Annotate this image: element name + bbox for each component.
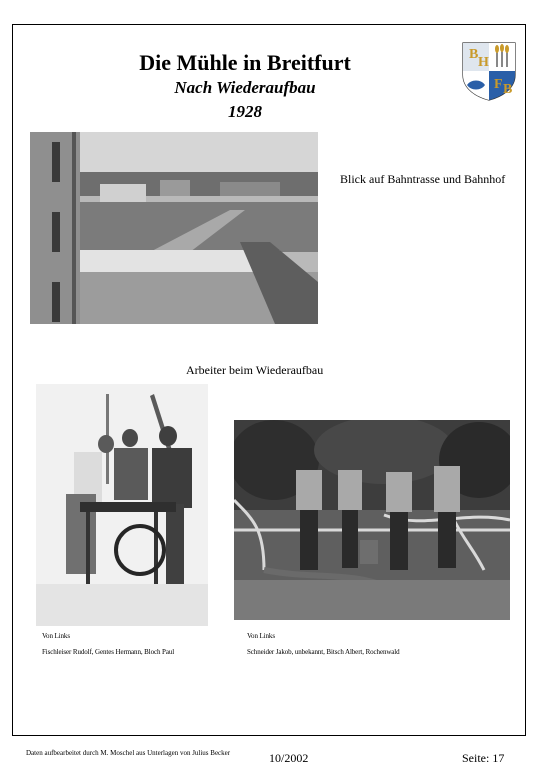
railway-photo-caption: Blick auf Bahntrasse und Bahnhof (340, 172, 506, 186)
left-photo-names: Fischleiser Rudolf, Gentes Hermann, Bloch Paul (42, 648, 175, 656)
crest-letter-f: F (494, 77, 503, 92)
workers-saw-photo (36, 384, 208, 626)
footer-page-number: Seite: 17 (462, 751, 505, 765)
right-photo-names: Schneider Jakob, unbekannt, Bitsch Albert, Rochenwald (247, 648, 400, 656)
crest-letter-h: H (478, 55, 489, 70)
footer-credit: Daten aufbearbeitet durch M. Moschel aus Unterlagen von Julius Becker (26, 749, 231, 757)
crest-letter-b2: B (503, 82, 513, 97)
coat-of-arms-icon (461, 41, 517, 101)
right-photo-label-heading: Von Links (247, 632, 275, 640)
workers-heading: Arbeiter beim Wiederaufbau (186, 363, 324, 377)
footer-date: 10/2002 (269, 751, 309, 765)
page-border (12, 24, 526, 736)
railway-station-photo (30, 132, 318, 324)
left-photo-label-heading: Von Links (42, 632, 70, 640)
crest-letter-b: B (469, 47, 479, 62)
page-year: 1928 (228, 102, 262, 121)
page-title: Die Mühle in Breitfurt (139, 50, 351, 75)
page-subtitle: Nach Wiederaufbau (174, 78, 316, 97)
workers-shovels-photo (234, 420, 510, 620)
